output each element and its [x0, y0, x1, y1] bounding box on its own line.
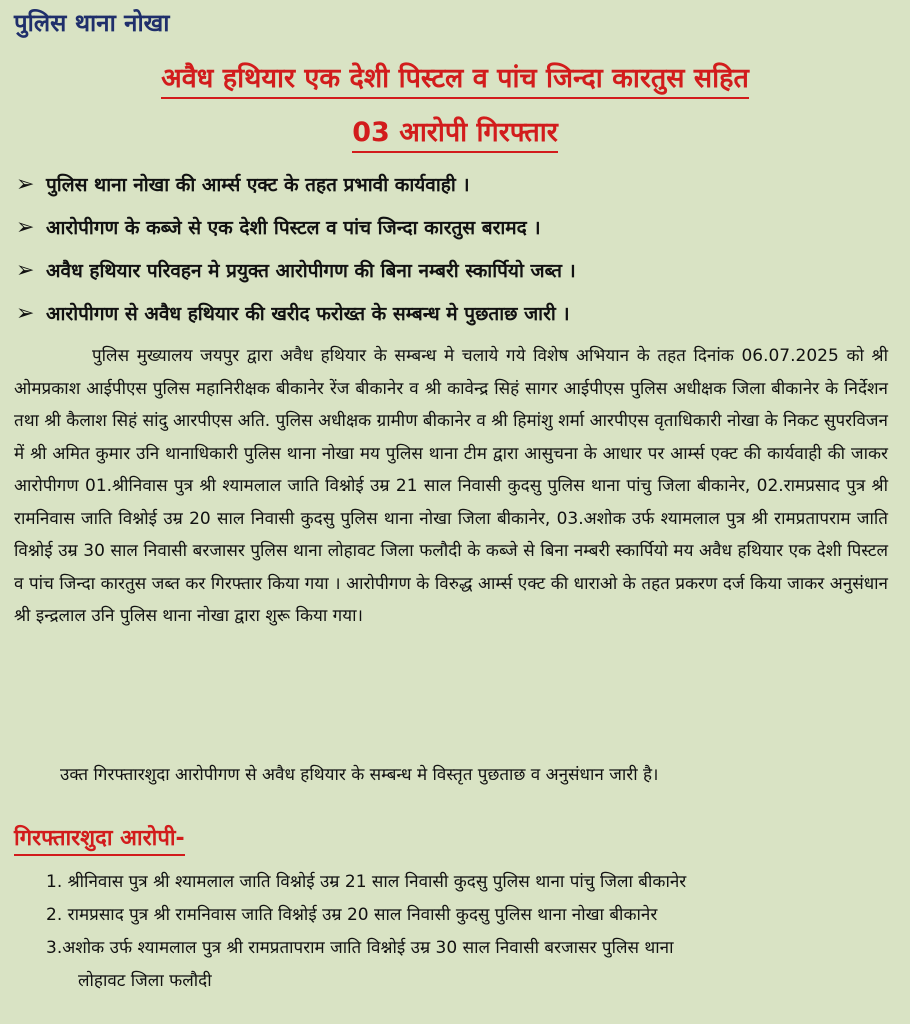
accused-line: 3.अशोक उर्फ श्यामलाल पुत्र श्री रामप्रतापराम जाति विश्नोई उम्र 30 साल निवासी बरजासर पुलिस थाना: [46, 938, 674, 958]
highlight-item: [16, 299, 896, 342]
headline-line-2-text: 03 आरोपी गिरफ्तार: [352, 112, 558, 153]
body-paragraph: पुलिस मुख्यालय जयपुर द्वारा अवैध हथियार के सम्बन्ध मे चलाये गये विशेष अभियान के तहत दिनांक 06.07.2025 को श्री ओमप्रकाश आईपीएस पुलिस महानिरीक्षक बीकानेर रेंज बीकानेर व श्री कावेन्द्र सिहं सागर आईपीएस पुलिस अधीक्षक जिला बीकानेर के निर्देशन तथा श्री कैलाश सिहं सांदु आरपीएस अति. पुलिस अधीक्षक ग्रामीण बीकानेर व श्री हिमांशु शर्मा आरपीएस वृताधिकारी नोखा के निकट सुपरविजन में श्री अमित कुमार उनि थानाधिकारी पुलिस थाना नोखा मय पुलिस थाना टीम द्वारा आसुचना के आधार पर आर्म्स एक्ट की कार्यवाही की जाकर आरोपीगण 01.श्रीनिवास पुत्र श्री श्यामलाल जाति विश्नोई उम्र 21 साल निवासी कुदसु पुलिस थाना पांचु जिला बीकानेर, 02.रामप्रसाद पुत्र श्री रामनिवास जाति विश्नोई उम्र 20 साल निवासी कुदसु पुलिस थाना नोखा जिला बीकानेर, 03.अशोक उर्फ श्यामलाल पुत्र श्री रामप्रतापराम जाति विश्नोई उम्र 30 साल निवासी बरजासर पुलिस थाना लोहावट जिला फलौदी के कब्जे से बिना नम्बरी स्कार्पियो मय अवैध हथियार एक देशी पिस्टल व पांच जिन्दा कारतुस जब्त कर गिरफ्तार किया गया । आरोपीगण के विरुद्ध आर्म्स एक्ट की धाराओ के तहत प्रकरण दर्ज किया जाकर अनुसंधान श्री इन्द्रलाल उनि पुलिस थाना नोखा द्वारा शुरू किया गया।: [14, 346, 888, 626]
headline-line-1-text: अवैध हथियार एक देशी पिस्टल व पांच जिन्दा कारतुस सहित: [161, 58, 749, 99]
highlight-item: [16, 256, 896, 299]
accused-item: [46, 866, 886, 899]
arrow-bullet-icon: ➢: [16, 258, 35, 283]
accused-line: 1. श्रीनिवास पुत्र श्री श्यामलाल जाति विश्नोई उम्र 21 साल निवासी कुदसु पुलिस थाना पांचु जिला बीकानेर: [46, 872, 687, 892]
closing-line: उक्त गिरफ्तारशुदा आरोपीगण से अवैध हथियार के सम्बन्ध मे विस्तृत पुछताछ व अनुसंधान जारी है।: [60, 765, 659, 785]
highlight-text: अवैध हथियार परिवहन मे प्रयुक्त आरोपीगण की बिना नम्बरी स्कार्पियो जब्त ।: [46, 260, 576, 282]
accused-item: [46, 899, 886, 932]
body-section: [14, 340, 888, 633]
highlights-list: [16, 170, 896, 342]
accused-item: [46, 932, 886, 998]
arrow-bullet-icon: ➢: [16, 215, 35, 240]
headline-line-1: [0, 58, 910, 99]
highlight-text: आरोपीगण से अवैध हथियार की खरीद फरोख्त के सम्बन्ध मे पुछताछ जारी ।: [46, 303, 570, 325]
headline-line-2: [0, 112, 910, 153]
accused-heading-text: गिरफ्तारशुदा आरोपी-: [14, 822, 185, 856]
highlight-text: पुलिस थाना नोखा की आर्म्स एक्ट के तहत प्रभावी कार्यवाही ।: [46, 174, 470, 196]
arrow-bullet-icon: ➢: [16, 172, 35, 197]
accused-heading: [14, 822, 185, 856]
station-title: पुलिस थाना नोखा: [14, 9, 170, 37]
highlight-item: [16, 170, 896, 213]
highlight-text: आरोपीगण के कब्जे से एक देशी पिस्टल व पांच जिन्दा कारतुस बरामद ।: [46, 217, 541, 239]
arrow-bullet-icon: ➢: [16, 301, 35, 326]
highlight-item: [16, 213, 896, 256]
accused-list: [46, 866, 886, 998]
accused-line-continuation: लोहावट जिला फलौदी: [78, 971, 212, 991]
accused-line: 2. रामप्रसाद पुत्र श्री रामनिवास जाति विश्नोई उम्र 20 साल निवासी कुदसु पुलिस थाना नोखा बीकानेर: [46, 905, 658, 925]
